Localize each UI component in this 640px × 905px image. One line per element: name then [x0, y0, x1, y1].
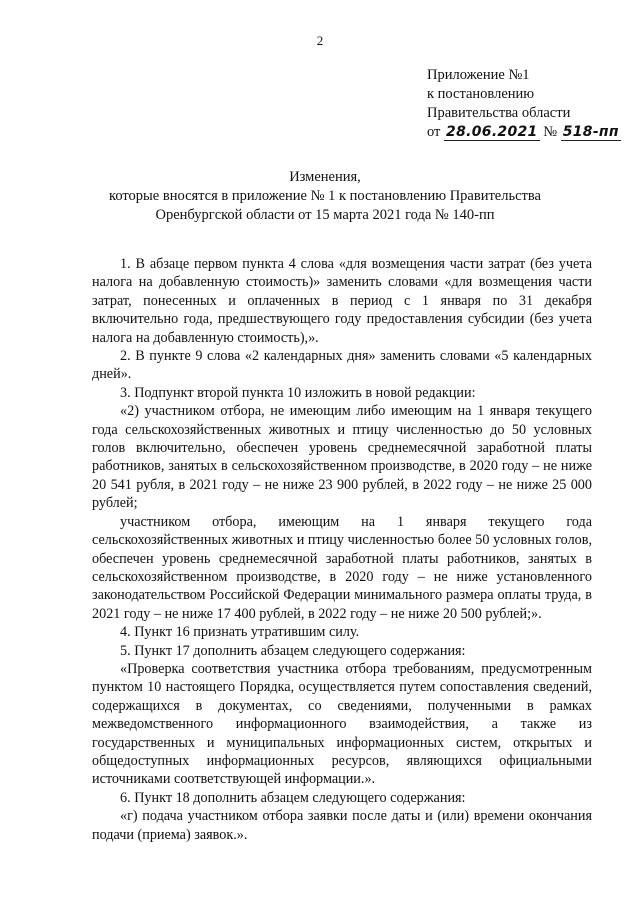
appendix-block: [427, 66, 627, 142]
title-line: Изменения,: [289, 169, 361, 185]
appendix-date-line: [427, 123, 627, 142]
number-sign: №: [543, 124, 558, 140]
appendix-line: Правительства области: [427, 105, 571, 121]
paragraph: «г) подача участником отбора заявки после даты и (или) времени окончания подачи (приема) заявок.».: [92, 808, 592, 843]
paragraph: 5. Пункт 17 дополнить абзацем следующего содержания:: [120, 642, 466, 659]
title-line: которые вносятся в приложение № 1 к постановлению Правительства: [109, 188, 541, 204]
handwritten-date: 28.06.2021: [446, 124, 538, 140]
paragraph: «2) участником отбора, не имеющим либо имеющим на 1 января текущего года сельскохозяйственных животных и птицу численностью до 50 условных голов включительно, обеспечен уровень среднемесячной заработной платы работников, занятых в сельскохозяйственном производстве, в 2020 году – не ниже 20 541 рубля, в 2021 году – не ниже 23 900 рублей, в 2022 году – не ниже 25 000 рублей;: [92, 403, 592, 512]
document-body: [92, 255, 592, 844]
title-line: Оренбургской области от 15 марта 2021 года № 140-пп: [155, 207, 495, 223]
paragraph: 4. Пункт 16 признать утратившим силу.: [120, 624, 360, 641]
document-title: [60, 168, 590, 225]
paragraph: 6. Пункт 18 дополнить абзацем следующего содержания:: [120, 789, 466, 806]
paragraph: 3. Подпункт второй пункта 10 изложить в новой редакции:: [120, 384, 476, 401]
paragraph: 1. В абзаце первом пункта 4 слова «для возмещения части затрат (без учета налога на добавленную стоимость)» заменить словами «для возмещения части затрат, понесенных и оплаченных в период с 1 января по 31 декабря включительно года, предшествующего году предоставления субсидии (без учета налога на добавленную стоимость),».: [92, 256, 592, 346]
date-prefix: от: [427, 124, 441, 140]
paragraph: 2. В пункте 9 слова «2 календарных дня» заменить словами «5 календарных дней».: [92, 348, 592, 383]
appendix-line: к постановлению: [427, 86, 535, 102]
appendix-line: Приложение №1: [427, 67, 530, 83]
page-number: 2: [316, 33, 324, 48]
paragraph: «Проверка соответствия участника отбора требованиям, предусмотренным пунктом 10 настоящего Порядка, осуществляется путем сопоставления сведений, содержащихся в документах, со сведениями, полученными в рамках межведомственного информационного взаимодействия, а также из государственных и муниципальных информационных систем, открытых и общедоступных информационных ресурсов, являющихся официальными источниками соответствующей информации.».: [92, 660, 592, 788]
handwritten-number: 518-пп: [562, 124, 619, 140]
paragraph: участником отбора, имеющим на 1 января текущего года сельскохозяйственных животных и птицу численностью более 50 условных голов, обеспечен уровень среднемесячной заработной платы работников, занятых в сельскохозяйственном производстве, в 2020 году – не ниже установленного законодательством Российской Федерации минимального размера оплаты труда, в 2021 году – не ниже 17 400 рублей, в 2022 году – не ниже 20 500 рублей;».: [92, 513, 592, 622]
